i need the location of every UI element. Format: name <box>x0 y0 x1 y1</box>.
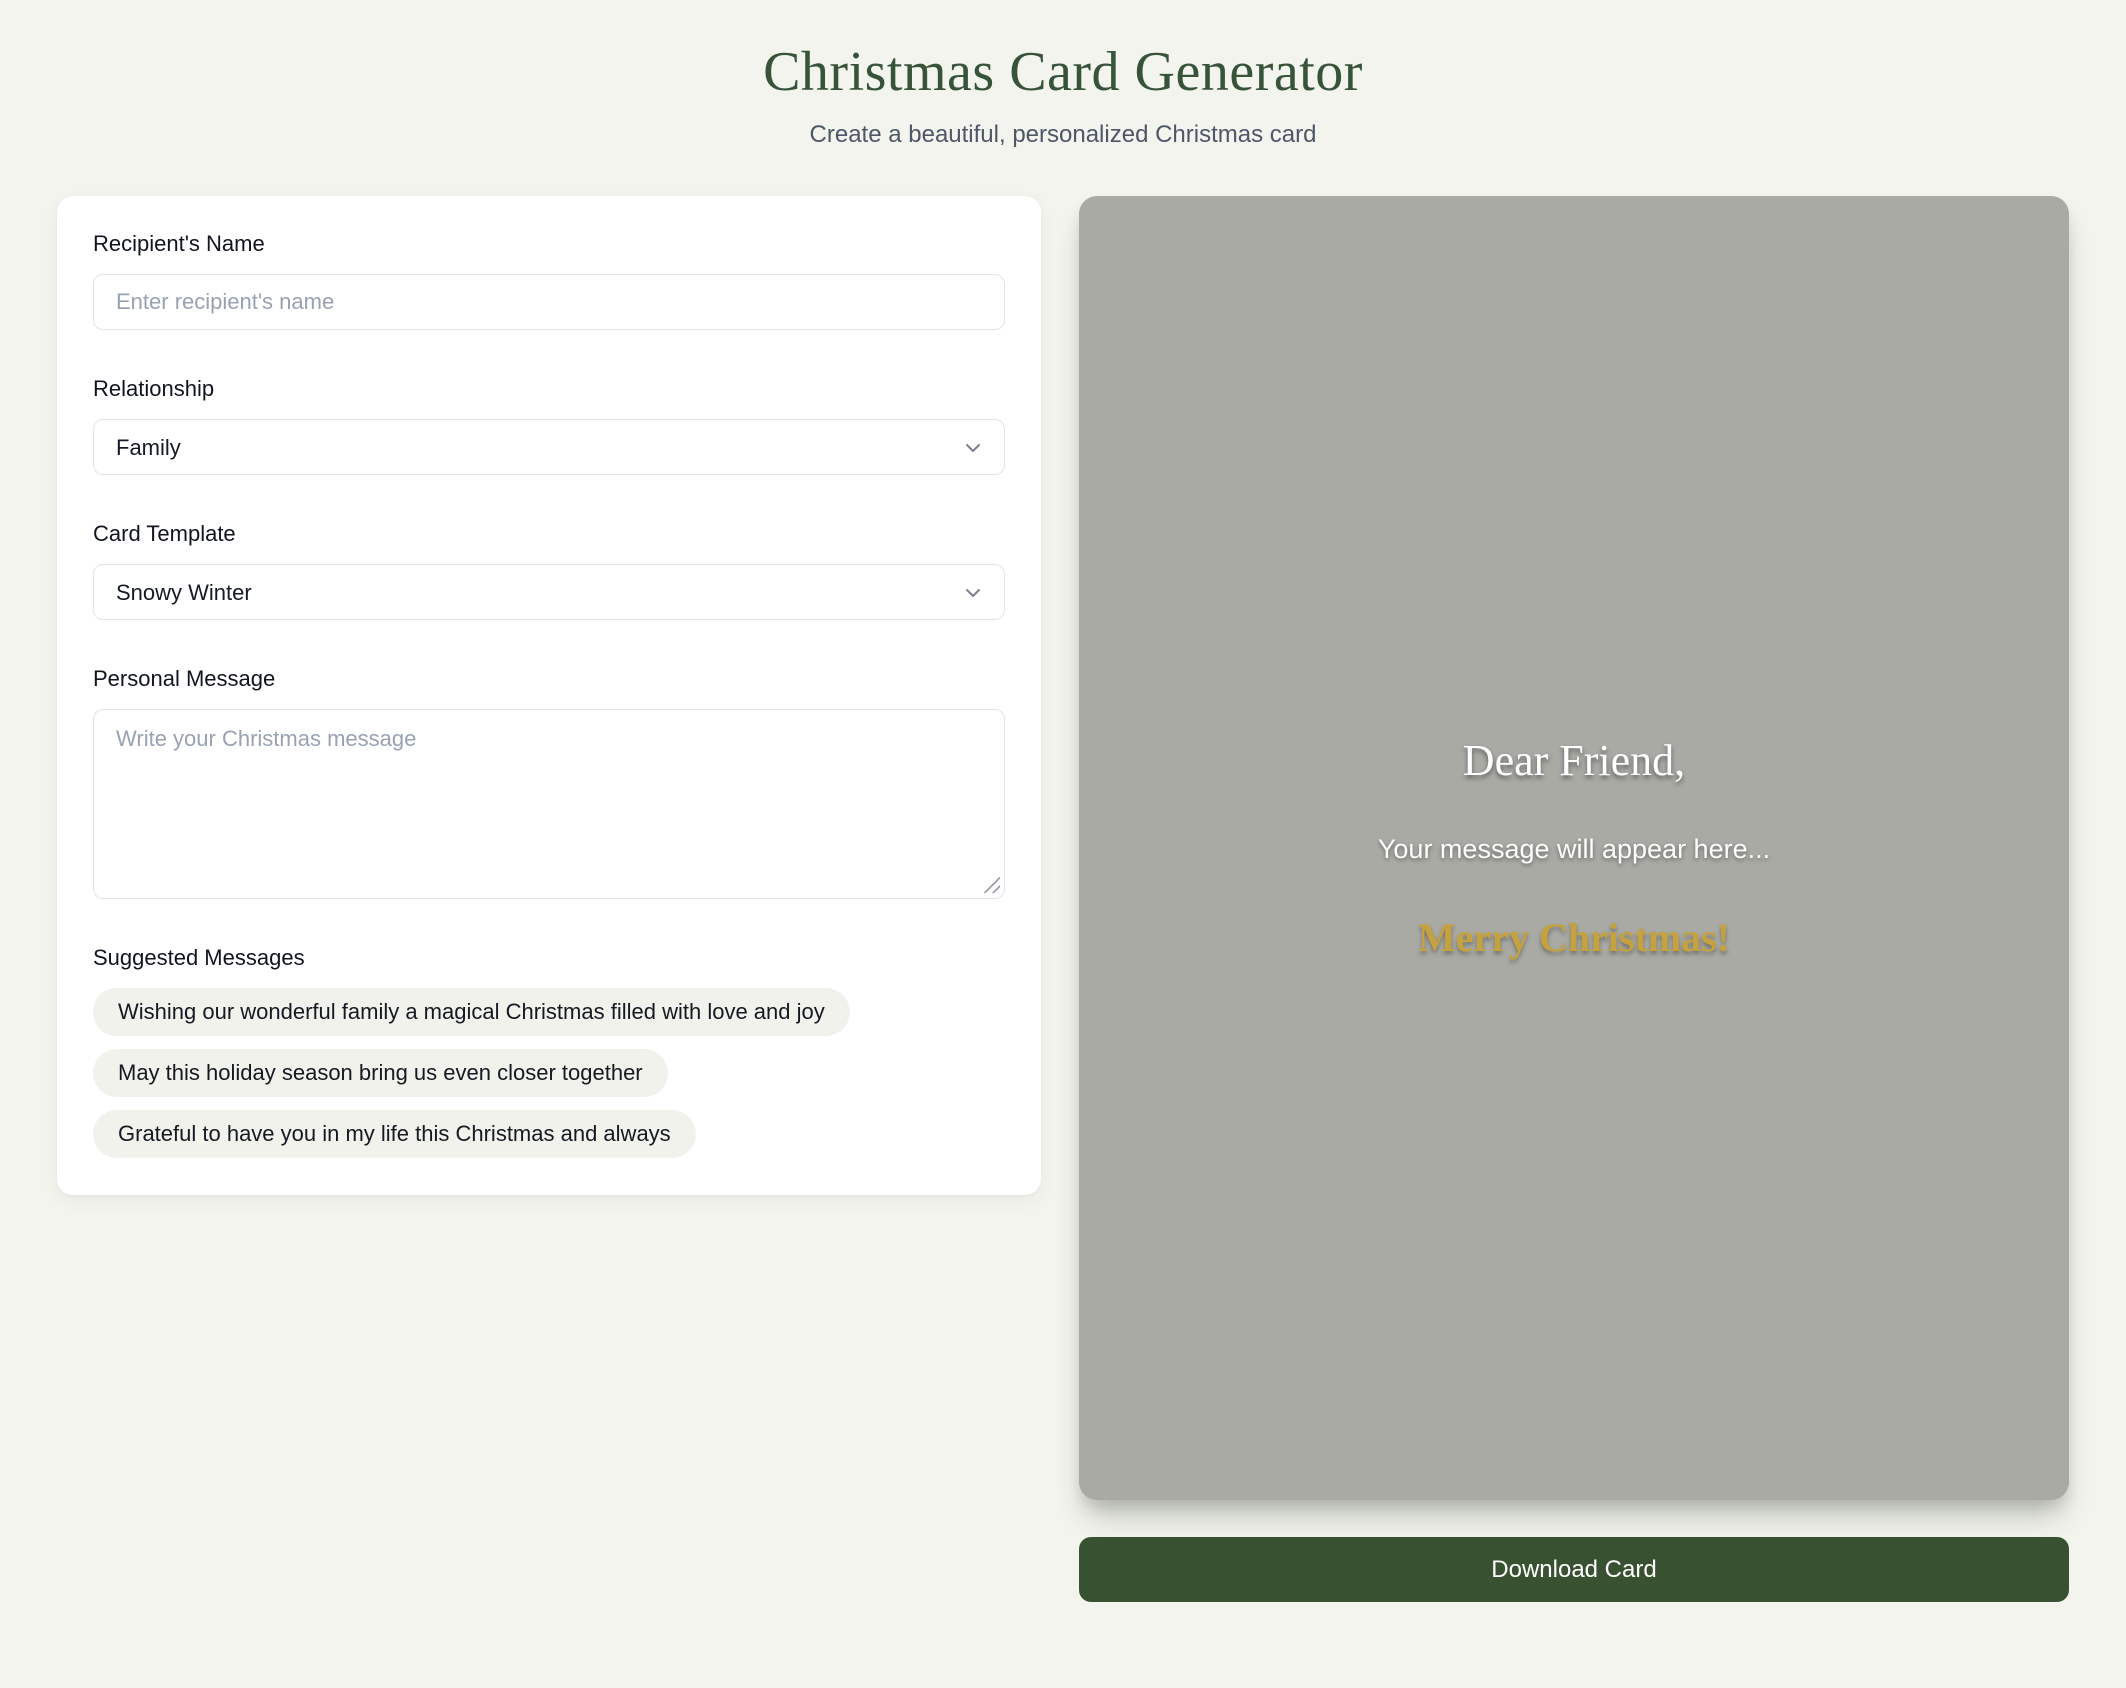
preview-signoff: Merry Christmas! <box>1417 914 1731 960</box>
card-template-label: Card Template <box>93 521 236 546</box>
recipient-name-field-group <box>93 231 1005 330</box>
relationship-label: Relationship <box>93 376 215 401</box>
preview-greeting: Dear Friend, <box>1462 735 1686 785</box>
suggested-message-pill[interactable]: Grateful to have you in my life this Christmas and always <box>93 1110 696 1158</box>
resize-handle-icon[interactable] <box>984 877 1000 893</box>
suggested-message-pill[interactable]: May this holiday season bring us even closer together <box>93 1049 668 1097</box>
page-subtitle: Create a beautiful, personalized Christmas card <box>809 121 1317 148</box>
download-card-button[interactable]: Download Card <box>1079 1537 2069 1602</box>
relationship-select-wrap <box>93 419 1005 475</box>
preview-column <box>1079 196 2069 1602</box>
page-header <box>0 0 2126 150</box>
personal-message-textarea[interactable] <box>93 709 1005 899</box>
suggested-messages-list <box>93 988 1005 1158</box>
suggested-messages-label: Suggested Messages <box>93 945 305 970</box>
personal-message-textarea-wrap <box>93 709 1005 899</box>
relationship-field-group <box>93 376 1005 475</box>
recipient-name-label: Recipient's Name <box>93 231 265 256</box>
relationship-select[interactable] <box>93 419 1005 475</box>
suggested-message-pill[interactable]: Wishing our wonderful family a magical Christmas filled with love and joy <box>93 988 850 1036</box>
card-preview <box>1079 196 2069 1500</box>
personal-message-field-group <box>93 666 1005 899</box>
page-title: Christmas Card Generator <box>763 41 1363 103</box>
card-template-field-group <box>93 521 1005 620</box>
card-preview-content <box>1318 735 1830 962</box>
card-template-select[interactable] <box>93 564 1005 620</box>
card-template-select-wrap <box>93 564 1005 620</box>
suggested-messages-section <box>93 945 1005 1158</box>
card-generator-form <box>57 196 1041 1195</box>
personal-message-label: Personal Message <box>93 666 276 691</box>
recipient-name-input[interactable] <box>93 274 1005 330</box>
main-content <box>0 196 2126 1602</box>
preview-message: Your message will appear here... <box>1377 833 1771 864</box>
